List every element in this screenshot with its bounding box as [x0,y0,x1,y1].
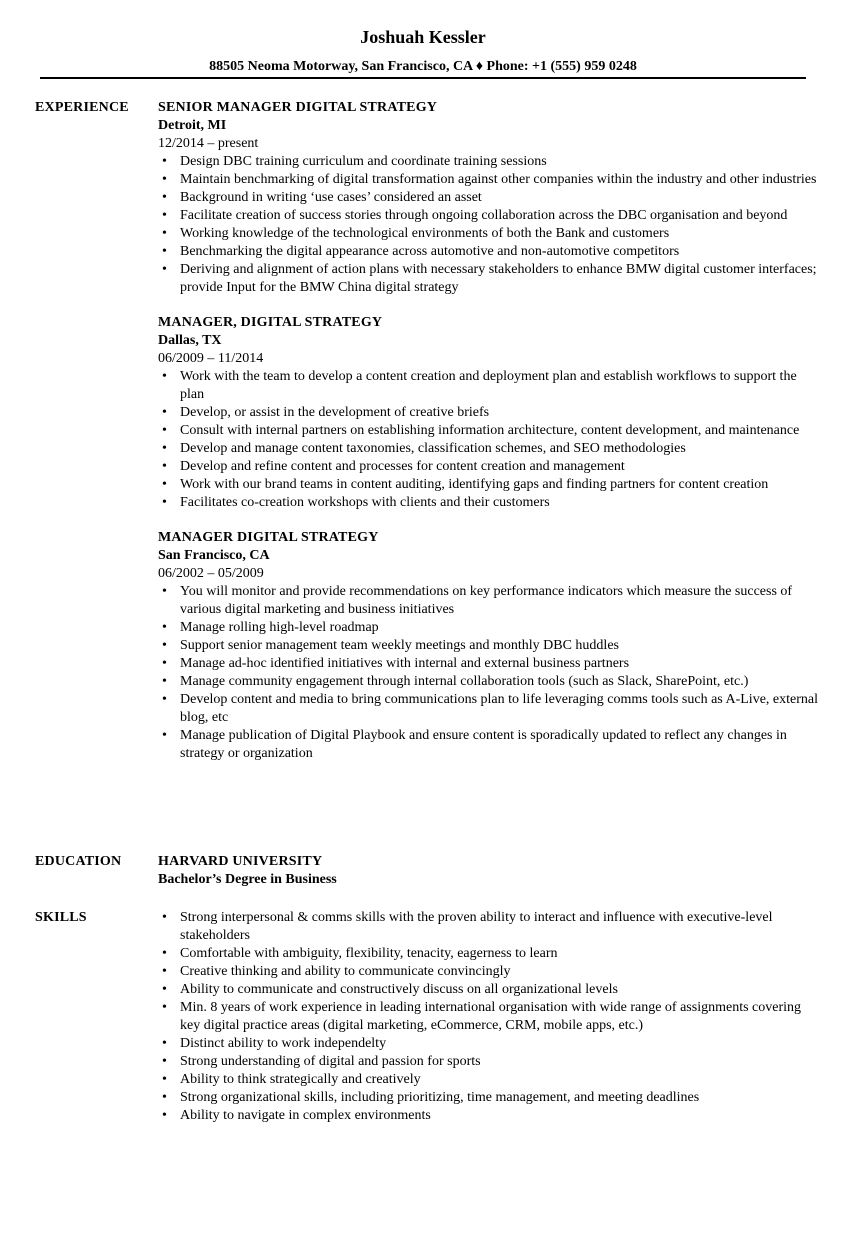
skill-item: • Ability to think strategically and creatively [158,1071,818,1089]
candidate-name: Joshuah Kessler [360,27,486,47]
skill-item: • Ability to navigate in complex environments [158,1107,818,1125]
skill-item: • Min. 8 years of work experience in leading international organisation with wide range of assignments covering key digital practice areas (digital marketing, eCommerce, CRM, mobile apps, etc.) [158,999,818,1035]
bullet-item: • Develop and refine content and processes for content creation and management [158,458,818,476]
degree: Bachelor’s Degree in Business [158,872,337,887]
skill-item: • Creative thinking and ability to communicate convincingly [158,963,818,981]
skill-item: • Distinct ability to work independelty [158,1035,818,1053]
bullet-item: • Develop content and media to bring communications plan to life leveraging comms tools such as A-Live, external blog, etc [158,691,818,727]
job-dates: 12/2014 – present [158,136,259,151]
job-title: MANAGER DIGITAL STRATEGY [158,530,379,545]
job-location: Detroit, MI [158,118,227,133]
school-name: HARVARD UNIVERSITY [158,854,323,869]
bullet-item: • You will monitor and provide recommendations on key performance indicators which measure the success of various digital marketing and business initiatives [158,583,818,619]
bullet-item: • Design DBC training curriculum and coordinate training sessions [158,153,818,171]
section-title-experience: EXPERIENCE [35,100,129,115]
bullet-item: • Develop, or assist in the development of creative briefs [158,404,818,422]
skill-item: • Strong organizational skills, including prioritizing, time management, and meeting deadlines [158,1089,818,1107]
job-dates: 06/2009 – 11/2014 [158,351,264,366]
bullet-item: • Working knowledge of the technological environments of both the Bank and customers [158,225,818,243]
bullet-item: • Develop and manage content taxonomies, classification schemes, and SEO methodologies [158,440,818,458]
job-title: MANAGER, DIGITAL STRATEGY [158,315,383,330]
job-location: San Francisco, CA [158,548,270,563]
skill-item: • Strong understanding of digital and passion for sports [158,1053,818,1071]
education-body [158,853,818,889]
job-entry [158,314,818,512]
skill-item: • Ability to communicate and constructively discuss on all organizational levels [158,981,818,999]
bullet-item: • Background in writing ‘use cases’ considered an asset [158,189,818,207]
bullet-item: • Manage rolling high-level roadmap [158,619,818,637]
bullet-item: • Support senior management team weekly meetings and monthly DBC huddles [158,637,818,655]
bullet-item: • Work with our brand teams in content auditing, identifying gaps and finding partners for content creation [158,476,818,494]
skills-body [158,909,818,1125]
job-location: Dallas, TX [158,333,222,348]
bullet-item: • Facilitate creation of success stories through ongoing collaboration across the DBC organisation and beyond [158,207,818,225]
section-title-skills: SKILLS [35,910,87,925]
bullet-item: • Maintain benchmarking of digital transformation against other companies within the industry and other industries [158,171,818,189]
job-dates: 06/2002 – 05/2009 [158,566,264,581]
job-entry [158,99,818,297]
skill-item: • Comfortable with ambiguity, flexibility, tenacity, eagerness to learn [158,945,818,963]
job-bullets [158,153,818,297]
job-title: SENIOR MANAGER DIGITAL STRATEGY [158,100,438,115]
header-divider [40,77,806,79]
job-entry [158,529,818,763]
experience-body [158,99,818,780]
bullet-item: • Benchmarking the digital appearance across automotive and non-automotive competitors [158,243,818,261]
bullet-item: • Facilitates co-creation workshops with clients and their customers [158,494,818,512]
bullet-item: • Consult with internal partners on establishing information architecture, content development, and maintenance [158,422,818,440]
section-title-education: EDUCATION [35,854,122,869]
skills-list [158,909,818,1125]
bullet-item: • Work with the team to develop a content creation and deployment plan and establish workflows to support the plan [158,368,818,404]
job-bullets [158,583,818,763]
bullet-item: • Manage ad-hoc identified initiatives with internal and external business partners [158,655,818,673]
bullet-item: • Manage publication of Digital Playbook and ensure content is sporadically updated to reflect any changes in strategy or organization [158,727,818,763]
job-bullets [158,368,818,512]
bullet-item: • Deriving and alignment of action plans with necessary stakeholders to enhance BMW digital customer interfaces; provide Input for the BMW China digital strategy [158,261,818,297]
contact-line: 88505 Neoma Motorway, San Francisco, CA ♦ Phone: +1 (555) 959 0248 [209,59,637,74]
bullet-item: • Manage community engagement through internal collaboration tools (such as Slack, SharePoint, etc.) [158,673,818,691]
skill-item: • Strong interpersonal & comms skills with the proven ability to interact and influence with executive-level stakeholders [158,909,818,945]
